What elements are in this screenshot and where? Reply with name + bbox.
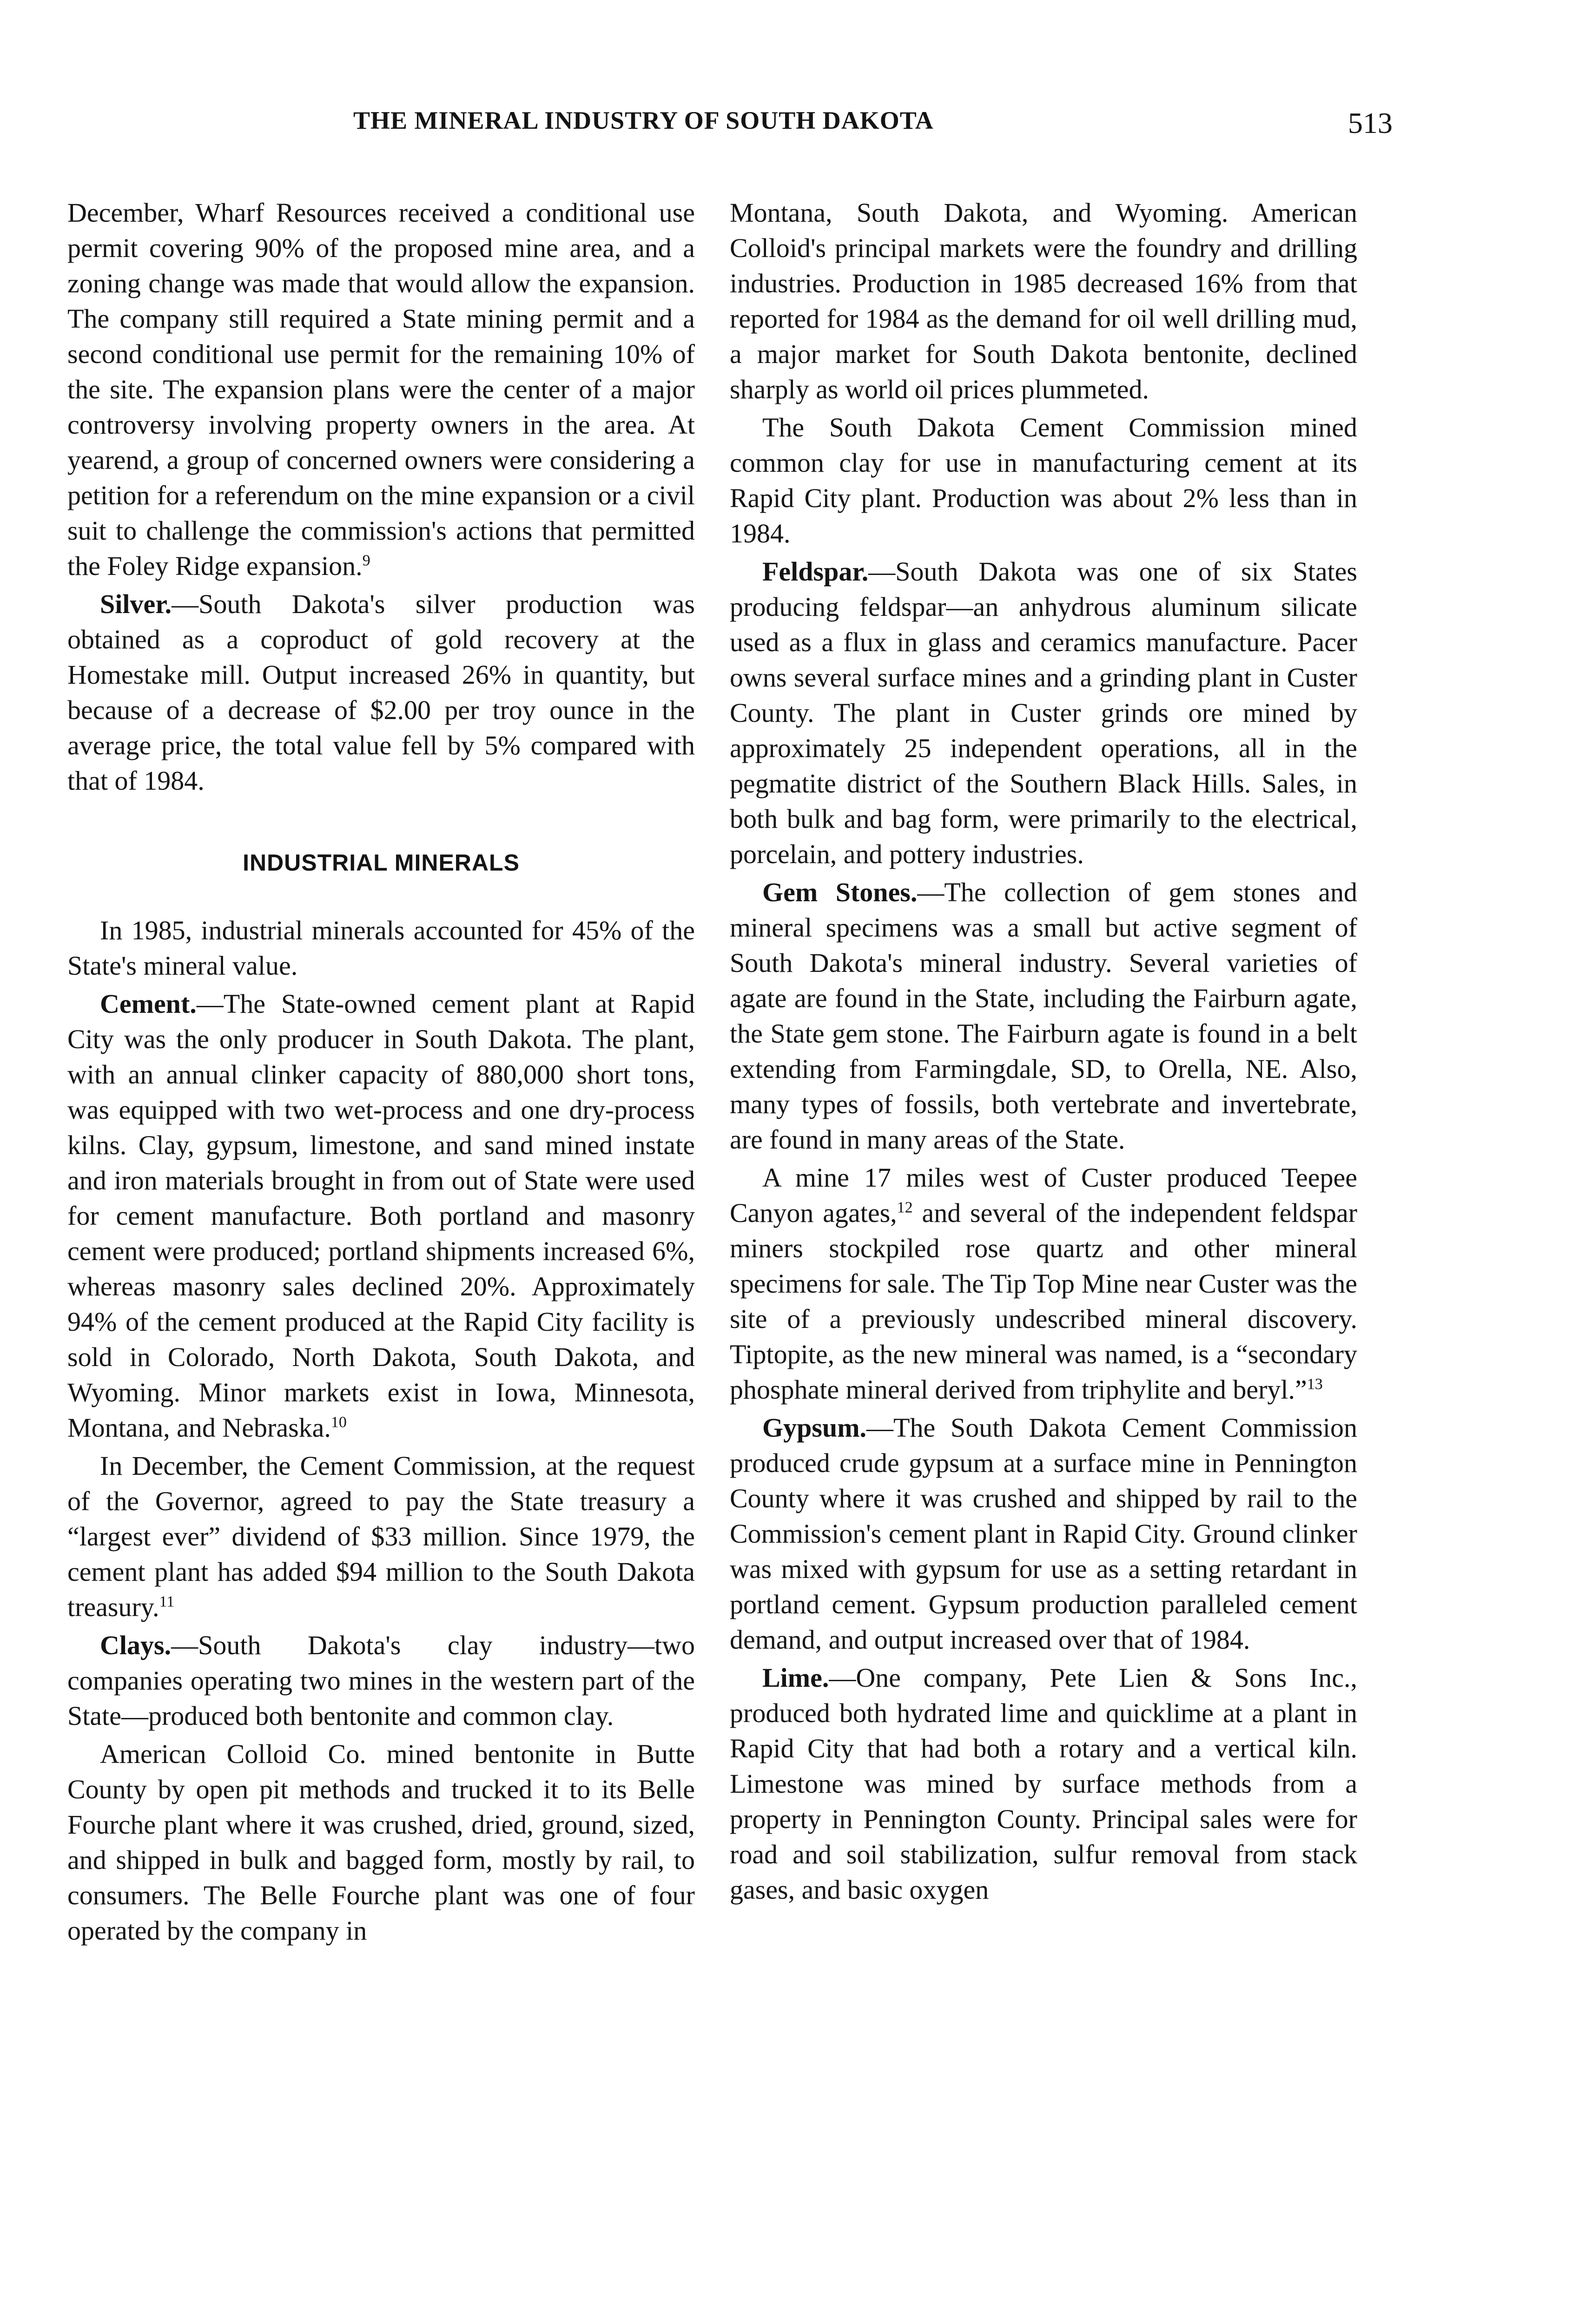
paragraph-december-dividend (67, 1448, 695, 1625)
paragraph-cement (67, 986, 695, 1446)
paragraph-clays (67, 1628, 695, 1734)
gem-stones-heading: Gem Stones. (762, 877, 918, 907)
paragraph-gem-stones (730, 875, 1357, 1157)
paragraph-colloid-continued: Montana, South Dakota, and Wyoming. American Colloid's principal markets were the foundry and drilling industries. Production in 1985 decreased 16% from that reported for 1984 as the demand for oil well drilling mud, a major market for South Dakota bentonite, declined sharply as world oil prices plummeted. (730, 198, 1357, 404)
footnote-ref-9: 9 (362, 552, 370, 569)
running-header: THE MINERAL INDUSTRY OF SOUTH DAKOTA (353, 106, 934, 134)
footnote-ref-13: 13 (1307, 1375, 1323, 1393)
silver-heading: Silver. (100, 589, 172, 619)
gypsum-heading: Gypsum. (762, 1413, 867, 1443)
gypsum-text: —The South Dakota Cement Commission produced crude gypsum at a surface mine in Pennington County where it was crushed and shipped by rail to the Commission's cement plant in Rapid City. Ground clinker was mixed with gypsum for use as a setting retardant in portland cement. Gypsum production paralleled cement demand, and output increased over that of 1984. (730, 1413, 1357, 1655)
paragraph-industrial-intro: In 1985, industrial minerals accounted for 45% of the State's mineral value. (67, 915, 695, 981)
custer-text-b: and several of the independent feldspar miners stockpiled rose quartz and other mineral specimens for sale. The Tip Top Mine near Custer was the site of a previously undescribed mineral discovery. Tiptopite, as the new mineral was named, is a “secondary phosphate mineral derived from triphylite and beryl.” (730, 1198, 1358, 1405)
footnote-ref-12: 12 (897, 1199, 913, 1216)
wharf-text: December, Wharf Resources received a conditional use permit covering 90% of the proposed mine area, and a zoning change was made that would allow the expansion. The company still required a State mining permit and a second conditional use permit for the remaining 10% of the site. The expansion plans were the center of a major controversy involving property owners in the area. At yearend, a group of concerned owners were considering a petition for a referendum on the mine expansion or a civil suit to challenge the commission's actions that permitted the Foley Ridge expansion. (67, 198, 695, 581)
page-number: 513 (1348, 106, 1393, 139)
paragraph-american-colloid: American Colloid Co. mined bentonite in Butte County by open pit methods and trucked it to its Belle Fourche plant where it was crushed, dried, ground, sized, and shipped in bulk and bagged form, mostly by rail, to consumers. The Belle Fourche plant was one of four operated by the company in (67, 1739, 695, 1946)
custer-text-a: A mine 17 miles west of Custer produced Teepee Canyon agates, (730, 1162, 1357, 1228)
gem-stones-text: —The collection of gem stones and mineral specimens was a small but active segment of South Dakota's mineral industry. Several varieties of agate are found in the State, including the Fairburn agate, the State gem stone. The Fairburn agate is found in a belt extending from Farmingdale, SD, to Orella, NE. Also, many types of fossils, both vertebrate and invertebrate, are found in many areas of the State. (730, 877, 1357, 1155)
cement-text: —The State-owned cement plant at Rapid City was the only producer in South Dakota. The plant, with an annual clinker capacity of 880,000 short tons, was equipped with two wet-process and one dry-process kilns. Clay, gypsum, limestone, and sand mined instate and iron materials brought in from out of State were used for cement manufacture. Both portland and masonry cement were produced; portland shipments increased 6%, whereas masonry sales declined 20%. Approximately 94% of the cement produced at the Rapid City facility is sold in Colorado, North Dakota, South Dakota, and Wyoming. Minor markets exist in Iowa, Minnesota, Montana, and Nebraska. (67, 989, 695, 1443)
cement-heading: Cement. (100, 989, 197, 1019)
footnote-ref-10: 10 (330, 1413, 347, 1431)
paragraph-custer-mine (730, 1160, 1357, 1407)
paragraph-silver (67, 587, 695, 799)
lime-text: —One company, Pete Lien & Sons Inc., produced both hydrated lime and quicklime at a plant in Rapid City that had both a rotary and a vertical kiln. Limestone was mined by surface methods from a property in Pennington County. Principal sales were for road and soil stabilization, sulfur removal from stack gases, and basic oxygen (730, 1663, 1357, 1905)
footnote-ref-11: 11 (159, 1593, 175, 1611)
clays-text: —South Dakota's clay industry—two companies operating two mines in the western part of the State—produced both bentonite and common clay. (67, 1630, 695, 1731)
paragraph-gypsum (730, 1410, 1357, 1657)
paragraph-lime (730, 1660, 1357, 1908)
lime-heading: Lime. (762, 1663, 829, 1693)
paragraph-cement-commission-clay: The South Dakota Cement Commission mined common clay for use in manufacturing cement at its Rapid City plant. Production was about 2% less than in 1984. (730, 412, 1357, 548)
feldspar-text: —South Dakota was one of six States producing feldspar—an anhydrous aluminum silicate used as a flux in glass and ceramics manufacture. Pacer owns several surface mines and a grinding plant in Custer County. The plant in Custer grinds ore mined by approximately 25 independent operations, all in the pegmatite district of the Southern Black Hills. Sales, in both bulk and bag form, were primarily to the electrical, porcelain, and pottery industries. (730, 556, 1357, 869)
left-column (67, 195, 695, 1948)
section-heading-industrial-minerals: INDUSTRIAL MINERALS (243, 850, 520, 876)
feldspar-heading: Feldspar. (762, 556, 869, 587)
paragraph-wharf-permit (67, 195, 695, 584)
paragraph-feldspar (730, 554, 1357, 872)
silver-text: —South Dakota's silver production was obtained as a coproduct of gold recovery at the Homestake mill. Output increased 26% in quantity, but because of a decrease of $2.00 per troy ounce in the average price, the total value fell by 5% compared with that of 1984. (67, 589, 695, 796)
right-column (730, 195, 1357, 1908)
december-text: In December, the Cement Commission, at the request of the Governor, agreed to pay the State treasury a “largest ever” dividend of $33 million. Since 1979, the cement plant has added $94 million to the South Dakota treasury. (67, 1451, 695, 1622)
clays-heading: Clays. (100, 1630, 172, 1660)
